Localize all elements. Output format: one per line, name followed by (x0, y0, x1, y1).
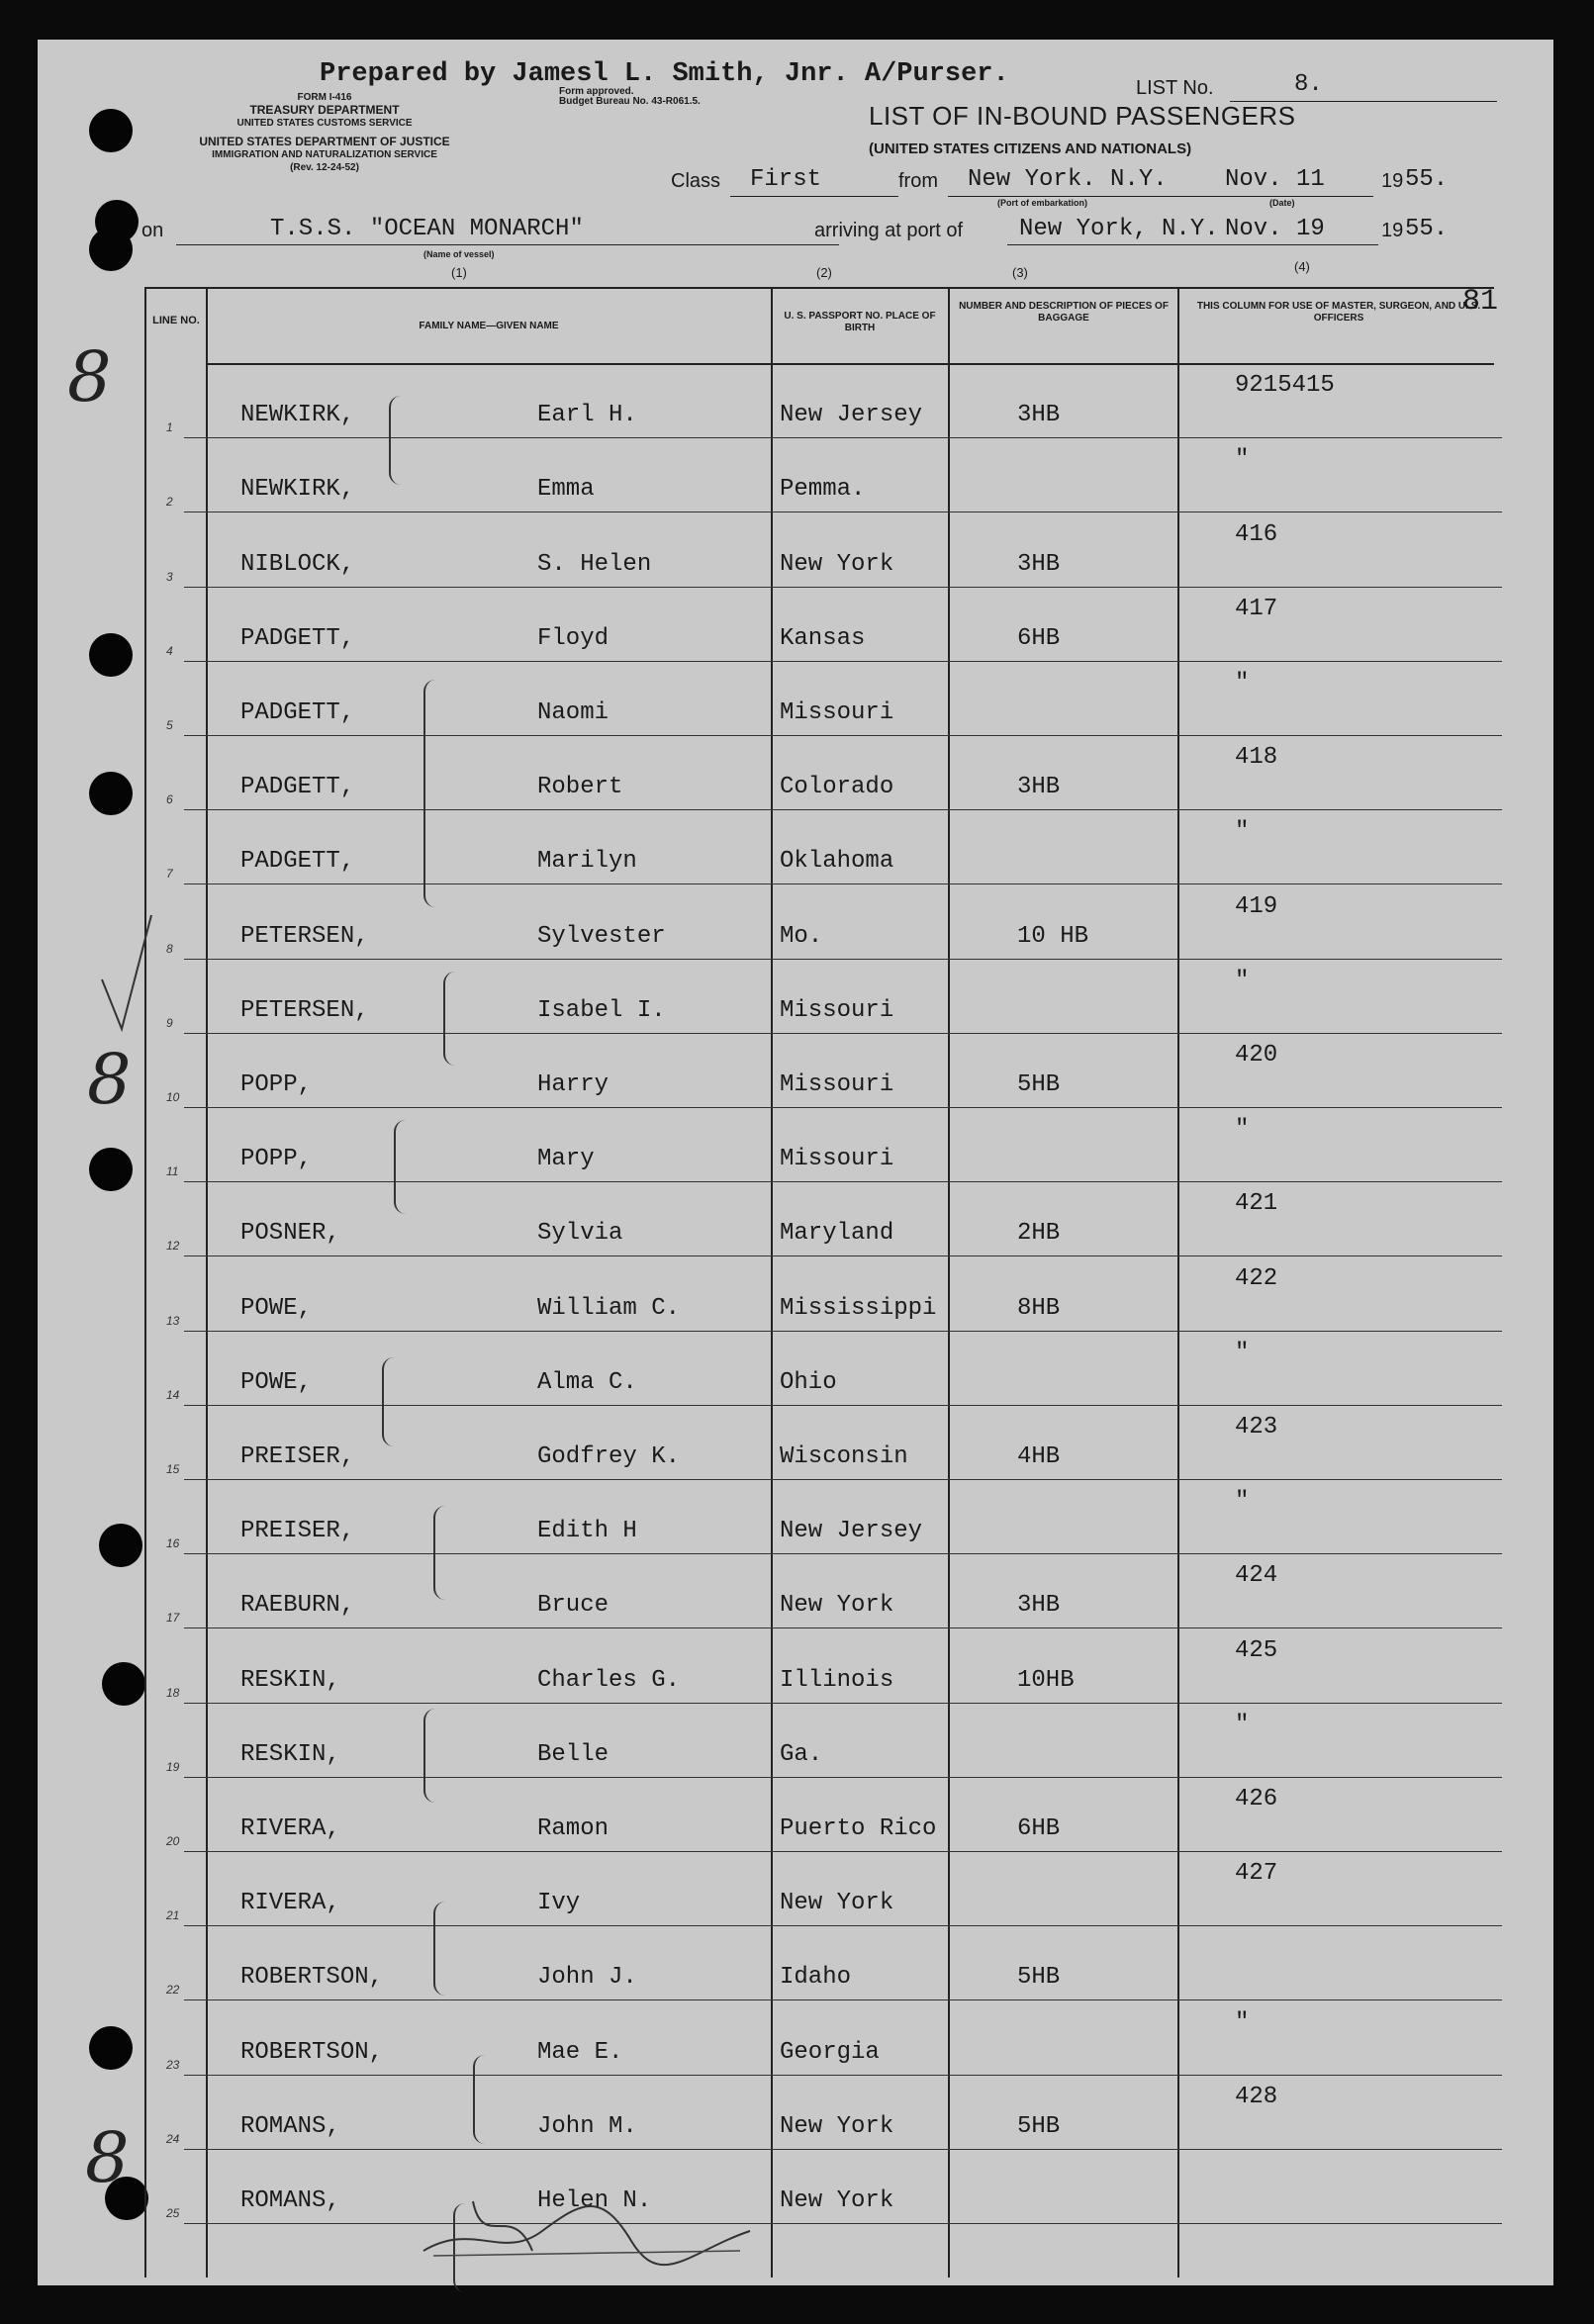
baggage-count: 3HB (1017, 402, 1061, 429)
arrival-year: 55. (1405, 216, 1449, 242)
place-of-birth: Colorado (780, 774, 894, 801)
line-number: 12 (166, 1239, 180, 1254)
margin-mark: 8 (67, 336, 112, 418)
table-row (146, 2150, 1502, 2224)
baggage-count: 5HB (1017, 1964, 1061, 1992)
baggage-count: 5HB (1017, 1070, 1061, 1098)
family-name: PADGETT, (240, 624, 355, 652)
line-number: 10 (166, 1089, 180, 1104)
family-name: POWE, (240, 1294, 313, 1322)
officer-entry: 428 (1235, 2083, 1278, 2110)
family-name: POPP, (240, 1070, 313, 1098)
place-of-birth: New York (780, 1890, 894, 1917)
officer-entry: " (1235, 2008, 1250, 2036)
baggage-count: 5HB (1017, 2112, 1061, 2140)
given-name: Robert (537, 774, 623, 801)
header-officers: THIS COLUMN FOR USE OF MASTER, SURGEON, AND U. S. OFFICERS (1196, 301, 1481, 324)
margin-mark: 8 (87, 1039, 132, 1120)
place-of-birth: New Jersey (780, 1518, 923, 1545)
given-name: Charles G. (537, 1666, 681, 1694)
customs-service: UNITED STATES CUSTOMS SERVICE (236, 118, 413, 129)
place-of-birth: Kansas (780, 624, 866, 652)
punch-hole (89, 2026, 133, 2070)
given-name: Sylvester (537, 922, 666, 950)
officer-entry: 422 (1235, 1264, 1278, 1292)
line-number: 14 (166, 1387, 180, 1402)
place-of-birth: Ga. (780, 1740, 823, 1768)
arrival-rule (1007, 244, 1378, 245)
officer-entry: " (1235, 1339, 1250, 1366)
budget-bureau-line: Budget Bureau No. 43-R061.5. (559, 96, 701, 107)
family-bracket (423, 1709, 439, 1803)
family-bracket (433, 1902, 449, 1996)
punch-hole (99, 1524, 142, 1567)
family-name: RESKIN, (240, 1666, 340, 1694)
given-name: Helen N. (537, 2186, 652, 2214)
line-number: 20 (166, 1833, 180, 1848)
given-name: Sylvia (537, 1220, 623, 1248)
line-number: 1 (166, 420, 173, 435)
baggage-count: 2HB (1017, 1220, 1061, 1248)
baggage-count: 3HB (1017, 550, 1061, 578)
family-name: PETERSEN, (240, 922, 369, 950)
given-name: Mae E. (537, 2038, 623, 2066)
given-name: Belle (537, 1740, 609, 1768)
table-row (146, 1480, 1502, 1554)
line-number: 5 (166, 717, 173, 732)
officer-entry: 420 (1235, 1041, 1278, 1069)
table-row (146, 1778, 1502, 1852)
family-bracket (423, 680, 439, 907)
table-row (146, 1852, 1502, 1926)
place-of-birth: Mo. (780, 922, 823, 950)
given-name: Floyd (537, 624, 609, 652)
family-name: PREISER, (240, 1518, 355, 1545)
prepared-by: Prepared by Jamesl L. Smith, Jnr. A/Purser. (320, 59, 1009, 89)
place-of-birth: New Jersey (780, 402, 923, 429)
officer-entry: 426 (1235, 1785, 1278, 1813)
port-caption: (Port of embarkation) (997, 198, 1088, 208)
given-name: Earl H. (537, 402, 637, 429)
line-number: 13 (166, 1313, 180, 1328)
line-number: 18 (166, 1685, 180, 1700)
family-bracket (443, 972, 459, 1066)
officer-entry: " (1235, 446, 1250, 474)
header-passport: U. S. PASSPORT NO. PLACE OF BIRTH (784, 311, 936, 333)
family-name: NIBLOCK, (240, 550, 355, 578)
table-row (146, 2076, 1502, 2150)
given-name: Ramon (537, 1814, 609, 1842)
passenger-table (144, 287, 1494, 2278)
header-name: FAMILY NAME—GIVEN NAME (419, 321, 559, 331)
line-number: 23 (166, 2057, 180, 2072)
list-number-value: 8. (1294, 71, 1323, 98)
place-of-birth: New York (780, 550, 894, 578)
family-bracket (433, 1506, 449, 1600)
given-name: Isabel I. (537, 996, 666, 1024)
table-row (146, 1406, 1502, 1480)
officer-entry: 421 (1235, 1190, 1278, 1218)
given-name: Emma (537, 476, 595, 504)
family-name: RIVERA, (240, 1890, 340, 1917)
family-name: NEWKIRK, (240, 402, 355, 429)
line-number: 2 (166, 495, 173, 510)
table-row (146, 364, 1502, 438)
arrival-port: New York, N.Y. (1019, 216, 1219, 242)
class-value: First (750, 166, 822, 193)
place-of-birth: Missouri (780, 1146, 894, 1173)
given-name: William C. (537, 1294, 681, 1322)
page-number: 81 (1462, 285, 1499, 319)
line-number: 4 (166, 643, 173, 658)
family-name: ROMANS, (240, 2112, 340, 2140)
form-revision: (Rev. 12-24-52) (290, 162, 359, 173)
table-row (146, 1628, 1502, 1703)
col-number-1: (1) (451, 265, 467, 280)
line-number: 3 (166, 569, 173, 584)
place-of-birth: New York (780, 2112, 894, 2140)
given-name: Ivy (537, 1890, 581, 1917)
embarkation-year: 55. (1405, 166, 1449, 193)
header-line-no: LINE NO. (152, 315, 200, 326)
arriving-label: arriving at port of (814, 220, 964, 241)
col-number-4: (4) (1294, 259, 1310, 274)
arrival-date: Nov. 19 (1225, 216, 1325, 242)
line-number: 6 (166, 792, 173, 807)
family-name: NEWKIRK, (240, 476, 355, 504)
place-of-birth: Idaho (780, 1964, 852, 1992)
place-of-birth: Maryland (780, 1220, 894, 1248)
table-row (146, 810, 1502, 884)
row-rule (184, 2223, 1502, 2224)
table-row (146, 662, 1502, 736)
punch-hole (102, 1662, 145, 1706)
family-name: POSNER, (240, 1220, 340, 1248)
table-row (146, 960, 1502, 1034)
officer-entry: 9215415 (1235, 372, 1335, 400)
line-number: 22 (166, 1983, 180, 1998)
table-row (146, 1108, 1502, 1182)
table-row (146, 1034, 1502, 1108)
list-subtitle: (UNITED STATES CITIZENS AND NATIONALS) (869, 140, 1192, 157)
date-caption: (Date) (1269, 198, 1295, 208)
vessel-caption: (Name of vessel) (423, 249, 495, 259)
class-rule (730, 196, 898, 197)
place-of-birth: Missouri (780, 996, 894, 1024)
place-of-birth: New York (780, 1592, 894, 1620)
list-title: LIST OF IN-BOUND PASSENGERS (869, 101, 1296, 131)
officer-entry: " (1235, 967, 1250, 994)
officer-entry: " (1235, 669, 1250, 697)
officer-entry: " (1235, 1116, 1250, 1144)
place-of-birth: Oklahoma (780, 848, 894, 876)
baggage-count: 3HB (1017, 1592, 1061, 1620)
given-name: Edith H (537, 1518, 637, 1545)
place-of-birth: Puerto Rico (780, 1814, 937, 1842)
line-number: 11 (166, 1164, 179, 1179)
officer-entry: 419 (1235, 892, 1278, 920)
form-number: FORM I-416 (297, 92, 352, 103)
table-row (146, 588, 1502, 662)
family-name: POWE, (240, 1368, 313, 1396)
place-of-birth: Missouri (780, 1070, 894, 1098)
officer-entry: 424 (1235, 1562, 1278, 1590)
officer-entry: " (1235, 1711, 1250, 1738)
date-rule (1220, 196, 1373, 197)
punch-hole (89, 1148, 133, 1191)
list-number-label: LIST No. (1136, 77, 1214, 99)
place-of-birth: Illinois (780, 1666, 894, 1694)
family-bracket (382, 1357, 398, 1446)
col-number-3: (3) (1012, 265, 1028, 280)
officer-entry: 427 (1235, 1860, 1278, 1888)
table-row (146, 1926, 1502, 2000)
given-name: John M. (537, 2112, 637, 2140)
officer-entry: " (1235, 1488, 1250, 1516)
line-number: 7 (166, 867, 173, 882)
line-number: 15 (166, 1461, 180, 1476)
manifest-sheet (38, 40, 1553, 2285)
officer-entry: 425 (1235, 1636, 1278, 1664)
baggage-count: 10 HB (1017, 922, 1089, 950)
embarkation-port: New York. N.Y. (968, 166, 1168, 193)
family-bracket (389, 396, 405, 485)
approval-line: Form approved. (559, 86, 634, 97)
port-rule (948, 196, 1235, 197)
table-row (146, 438, 1502, 512)
family-name: ROBERTSON, (240, 1964, 384, 1992)
given-name: Mary (537, 1146, 595, 1173)
line-number: 21 (166, 1908, 180, 1923)
place-of-birth: Ohio (780, 1368, 837, 1396)
punch-hole (89, 633, 133, 677)
header-baggage: NUMBER AND DESCRIPTION OF PIECES OF BAGGAGE (959, 301, 1169, 324)
vessel-rule (176, 244, 839, 245)
family-name: PADGETT, (240, 848, 355, 876)
table-row (146, 736, 1502, 810)
officer-entry: 417 (1235, 595, 1278, 622)
check-mark-icon (97, 910, 156, 1039)
family-name: PADGETT, (240, 774, 355, 801)
given-name: John J. (537, 1964, 637, 1992)
table-row (146, 1704, 1502, 1778)
given-name: Naomi (537, 698, 609, 726)
place-of-birth: Pemma. (780, 476, 866, 504)
line-number: 16 (166, 1536, 180, 1551)
form-agency-block (146, 91, 503, 174)
line-number: 9 (166, 1015, 173, 1030)
col-number-2: (2) (816, 265, 832, 280)
margin-mark: 8 (85, 2117, 130, 2198)
given-name: Alma C. (537, 1368, 637, 1396)
baggage-count: 10HB (1017, 1666, 1075, 1694)
place-of-birth: Missouri (780, 698, 894, 726)
given-name: Harry (537, 1070, 609, 1098)
line-number: 17 (166, 1611, 180, 1626)
baggage-count: 4HB (1017, 1442, 1061, 1470)
on-label: on (141, 220, 164, 241)
department-of-justice: UNITED STATES DEPARTMENT OF JUSTICE (199, 135, 450, 148)
family-name: RIVERA, (240, 1814, 340, 1842)
table-row (146, 512, 1502, 587)
table-row (146, 1554, 1502, 1628)
line-number: 19 (166, 1759, 180, 1774)
baggage-count: 8HB (1017, 1294, 1061, 1322)
family-name: PREISER, (240, 1442, 355, 1470)
family-name: ROBERTSON, (240, 2038, 384, 2066)
table-row (146, 2000, 1502, 2075)
given-name: Godfrey K. (537, 1442, 681, 1470)
punch-hole (89, 772, 133, 815)
table-row (146, 884, 1502, 959)
family-bracket (394, 1120, 410, 1214)
given-name: S. Helen (537, 550, 652, 578)
given-name: Marilyn (537, 848, 637, 876)
family-name: RAEBURN, (240, 1592, 355, 1620)
family-name: ROMANS, (240, 2186, 340, 2214)
family-bracket (473, 2055, 489, 2144)
line-number: 25 (166, 2205, 180, 2220)
table-row (146, 1256, 1502, 1331)
baggage-count: 3HB (1017, 774, 1061, 801)
punch-hole (89, 109, 133, 152)
arrival-year-prefix: 19 (1381, 220, 1404, 241)
family-name: RESKIN, (240, 1740, 340, 1768)
family-name: PADGETT, (240, 698, 355, 726)
vessel-name: T.S.S. "OCEAN MONARCH" (270, 216, 584, 242)
treasury-department: TREASURY DEPARTMENT (249, 103, 400, 117)
officer-entry: 416 (1235, 520, 1278, 548)
class-label: Class (671, 170, 721, 192)
table-row (146, 1182, 1502, 1256)
immigration-service: IMMIGRATION AND NATURALIZATION SERVICE (212, 149, 437, 160)
form-approval (559, 87, 701, 107)
place-of-birth: Wisconsin (780, 1442, 908, 1470)
family-name: PETERSEN, (240, 996, 369, 1024)
line-number: 24 (166, 2131, 180, 2146)
family-name: POPP, (240, 1146, 313, 1173)
place-of-birth: Mississippi (780, 1294, 937, 1322)
year-prefix: 19 (1381, 170, 1404, 192)
baggage-count: 6HB (1017, 624, 1061, 652)
from-label: from (898, 170, 938, 192)
place-of-birth: New York (780, 2186, 894, 2214)
embarkation-date: Nov. 11 (1225, 166, 1325, 193)
officer-entry: 418 (1235, 744, 1278, 772)
line-number: 8 (166, 941, 173, 956)
baggage-count: 6HB (1017, 1814, 1061, 1842)
table-row (146, 1332, 1502, 1406)
punch-hole (89, 228, 133, 271)
officer-entry: " (1235, 818, 1250, 846)
officer-entry: 423 (1235, 1413, 1278, 1441)
signature-scribble (414, 2182, 770, 2271)
given-name: Bruce (537, 1592, 609, 1620)
place-of-birth: Georgia (780, 2038, 880, 2066)
